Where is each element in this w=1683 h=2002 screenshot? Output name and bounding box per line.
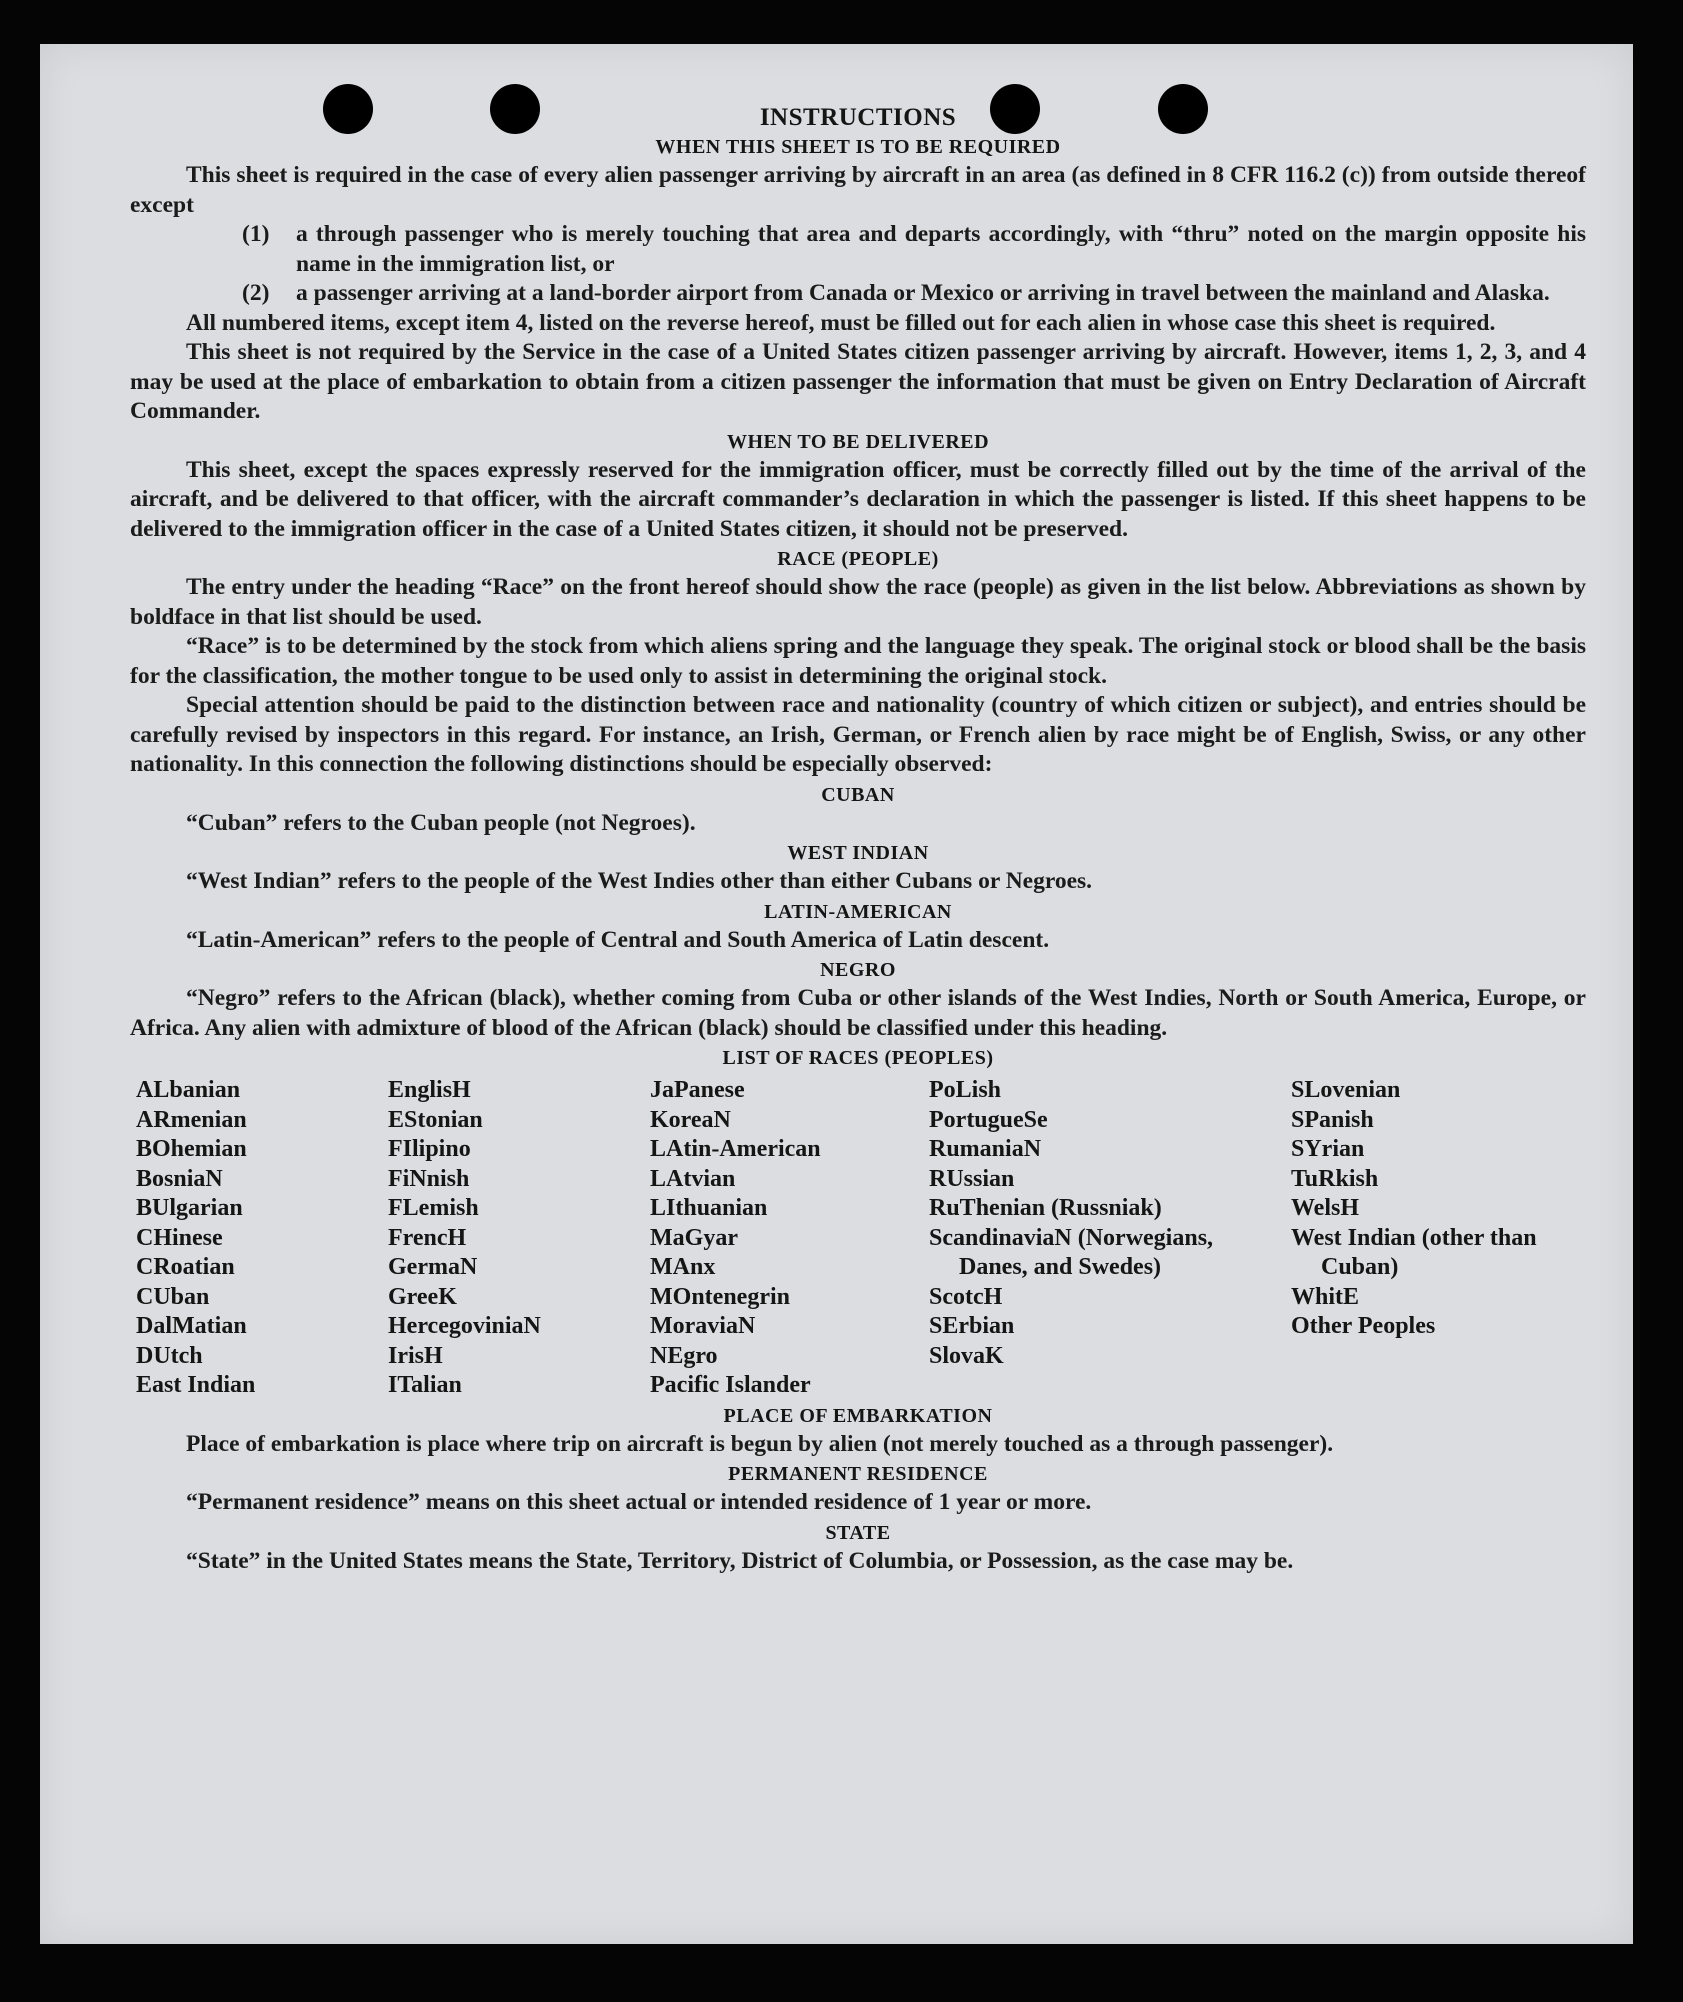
race-entry: ALbanian [136,1077,241,1103]
paragraph: Place of embarkation is place where trip on aircraft is begun by alien (not merely touched as a through passenger). [186,1430,1334,1457]
races-column [388,1076,650,1401]
race-entry: TuRkish [1291,1165,1379,1192]
section-heading: CUBAN [821,783,895,806]
race-entry: GreeK [388,1283,457,1310]
paragraph: “Cuban” refers to the Cuban people (not Negroes). [186,809,696,836]
races-column [1291,1076,1551,1401]
race-entry: West Indian (other than Cuban) [1291,1224,1537,1280]
race-entry: KoreaN [650,1106,731,1133]
document-sheet [40,44,1633,1944]
races-column [136,1076,388,1401]
race-entry: LIthuanian [650,1195,768,1221]
paragraph: “State” in the United States means the State, Territory, District of Columbia, or Possession, as the case may be. [186,1547,1294,1574]
paragraph: This sheet is required in the case of every alien passenger arriving by aircraft in an area (as defined in 8 CFR 116.2 (c)) from outside thereof except [130,162,1586,218]
race-entry: ITalian [388,1372,462,1398]
paragraph: This sheet, except the spaces expressly reserved for the immigration officer, must be correctly filled out by the time of the arrival of the aircraft, and be delivered to that officer, with the aircraft commander’s declaration in which the passenger is listed. If this sheet happens to be delivered to the immigration officer in the case of a United States citizen, it should not be preserved. [130,456,1586,542]
race-entry: FiNnish [388,1165,470,1192]
paragraph: “Negro” refers to the African (black), whether coming from Cuba or other islands of the West Indies, North or South America, Europe, or Africa. Any alien with admixture of blood of the African (black) should be classified under this heading. [130,985,1586,1041]
race-entry: IrisH [388,1342,443,1369]
race-entry: Other Peoples [1291,1313,1436,1339]
instructions-content [130,104,1586,1576]
race-entry: SPanish [1291,1106,1374,1133]
race-entry: MAnx [650,1254,716,1280]
race-entry: EnglisH [388,1077,471,1103]
section-heading: RACE (PEOPLE) [777,548,939,570]
race-entry: East Indian [136,1372,256,1398]
section-heading: WHEN THIS SHEET IS TO BE REQUIRED [655,136,1061,158]
race-entry: FrencH [388,1224,467,1251]
race-entry: WelsH [1291,1195,1360,1221]
item-number: (1) [242,221,270,247]
section-heading: STATE [825,1521,891,1544]
item-number: (2) [242,280,270,306]
race-entry: CRoatian [136,1254,235,1280]
race-entry: NEgro [650,1342,718,1369]
race-entry: BOhemian [136,1136,247,1162]
section-heading: PLACE OF EMBARKATION [723,1404,993,1427]
race-entry: HercegoviniaN [388,1313,541,1339]
paragraph: The entry under the heading “Race” on the front hereof should show the race (people) as given in the list below. Abbreviations as shown by boldface in that list should be used. [130,574,1586,630]
race-entry: SlovaK [929,1342,1004,1369]
race-entry: JaPanese [650,1077,745,1103]
list-item [130,220,1586,279]
race-entry: EStonian [388,1106,483,1133]
race-entry: RUssian [929,1165,1015,1192]
race-entry: PoLish [929,1077,1002,1103]
section-heading: WHEN TO BE DELIVERED [726,430,990,453]
paragraph: This sheet is not required by the Service in the case of a United States citizen passenger arriving by aircraft. However, items 1, 2, 3, and 4 may be used at the place of embarkation to obtain from a citizen passenger the information that must be given on Entry Declaration of Aircraft Commander. [130,339,1586,424]
race-entry: Pacific Islander [650,1372,811,1398]
paragraph: “West Indian” refers to the people of the West Indies other than either Cubans or Negroes. [186,868,1093,894]
races-list [136,1076,1586,1401]
item-text: a through passenger who is merely touching that area and departs accordingly, with “thru” noted on the margin opposite his name in the immigration list, or [296,221,1586,277]
race-entry: GermaN [388,1254,478,1280]
race-entry: MaGyar [650,1224,738,1251]
race-entry: DUtch [136,1342,203,1369]
race-entry: RuThenian (Russniak) [929,1195,1162,1221]
item-text: a passenger arriving at a land-border airport from Canada or Mexico or arriving in travel between the mainland and Alaska. [296,280,1550,306]
races-column [929,1076,1291,1401]
section-heading: LIST OF RACES (PEOPLES) [722,1047,994,1069]
race-entry: SYrian [1291,1136,1365,1162]
race-entry: DalMatian [136,1313,247,1339]
race-entry: BUlgarian [136,1195,243,1221]
race-entry: FLemish [388,1195,479,1221]
race-entry: CUban [136,1283,210,1310]
section-heading: WEST INDIAN [787,842,929,864]
section-heading: PERMANENT RESIDENCE [728,1463,988,1485]
section-heading: LATIN-AMERICAN [764,900,952,923]
page-title: INSTRUCTIONS [759,104,957,131]
race-entry: BosniaN [136,1165,223,1192]
race-entry: ScotcH [929,1283,1003,1310]
race-entry: MOntenegrin [650,1283,790,1310]
paragraph: “Latin-American” refers to the people of Central and South America of Latin descent. [186,926,1050,953]
race-entry: CHinese [136,1224,223,1251]
section-heading: NEGRO [820,959,896,981]
race-entry: SLovenian [1291,1077,1401,1103]
race-entry: SErbian [929,1313,1015,1339]
race-entry: LAtvian [650,1165,736,1192]
paragraph: “Permanent residence” means on this sheet actual or intended residence of 1 year or more. [186,1489,1092,1515]
race-entry: ScandinaviaN (Norwegians, Danes, and Swedes) [929,1224,1214,1280]
race-entry: RumaniaN [929,1136,1042,1162]
race-entry: WhitE [1291,1283,1360,1310]
race-entry: ARmenian [136,1106,247,1133]
paragraph: Special attention should be paid to the distinction between race and nationality (country of which citizen or subject), and entries should be carefully revised by inspectors in this regard. For instance, an Irish, German, or French alien by race might be of English, Swiss, or any other nationality. In this connection the following distinctions should be especially observed: [130,692,1586,777]
race-entry: MoraviaN [650,1313,756,1339]
paragraph: “Race” is to be determined by the stock from which aliens spring and the language they speak. The original stock or blood shall be the basis for the classification, the mother tongue to be used only to assist in determining the original stock. [130,633,1586,689]
paragraph: All numbered items, except item 4, listed on the reverse hereof, must be filled out for each alien in whose case this sheet is required. [186,309,1496,336]
list-item [130,279,1586,309]
race-entry: PortugueSe [929,1106,1048,1133]
race-entry: LAtin-American [650,1136,821,1162]
races-column [650,1076,929,1401]
race-entry: FIlipino [388,1136,471,1162]
